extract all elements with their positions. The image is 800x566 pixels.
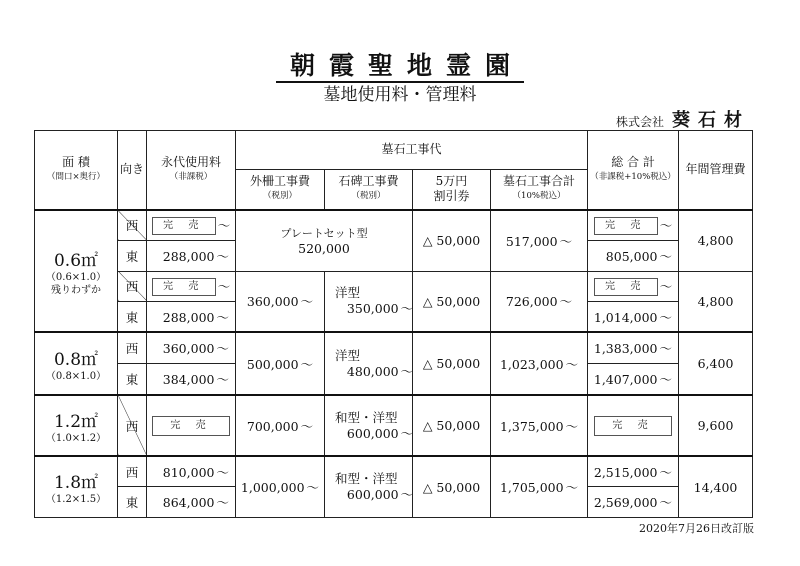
area-cell: 0.6㎡ （0.6×1.0） 残りわずか [35, 210, 118, 332]
annual-value: 6,400 [679, 332, 753, 395]
direction-west: 西 [118, 456, 147, 487]
stone-total-value: 1,023,000 〜 [491, 332, 588, 395]
perpetual-value: 288,000 〜 [147, 240, 236, 271]
coupon-value: △ 50,000 [413, 332, 491, 395]
perpetual-sold-out: 完 売 〜 [147, 271, 236, 302]
area-cell: 0.8㎡ （0.8×1.0） [35, 332, 118, 395]
direction-west: 西 [118, 395, 147, 456]
fence-value: 700,000 〜 [236, 395, 325, 456]
company-name: 株式会社 葵石材 [615, 110, 750, 131]
grand-total-value: 1,014,000 〜 [588, 302, 679, 333]
grand-sold-out: 完 売 [588, 395, 679, 456]
annual-value: 4,800 [679, 210, 753, 271]
annual-value: 14,400 [679, 456, 753, 517]
perpetual-sold-out: 完 売 〜 [147, 210, 236, 241]
direction-east: 東 [118, 302, 147, 333]
perpetual-value: 288,000 〜 [147, 302, 236, 333]
price-table [34, 130, 753, 518]
perpetual-sold-out: 完 売 [147, 395, 236, 456]
grand-sold-out: 完 売 〜 [588, 271, 679, 302]
col-stone-group: 墓石工事代 [236, 131, 588, 170]
area-cell: 1.8㎡ （1.2×1.5） [35, 456, 118, 517]
page-subtitle: 墓地使用料・管理料 [323, 85, 477, 105]
coupon-value: △ 50,000 [413, 271, 491, 332]
direction-west: 西 [118, 271, 147, 302]
annual-value: 4,800 [679, 271, 753, 332]
table-row [35, 456, 753, 487]
monument-value: 和型・洋型 600,000 〜 [325, 456, 413, 517]
direction-west: 西 [118, 332, 147, 364]
monument-value: 洋型 350,000 〜 [325, 271, 413, 332]
stone-total-value: 517,000 〜 [491, 210, 588, 271]
direction-west: 西 [118, 210, 147, 241]
monument-value: 洋型 480,000 〜 [325, 332, 413, 395]
stone-total-value: 1,375,000 〜 [491, 395, 588, 456]
col-coupon: 5万円 割引券 [413, 169, 491, 210]
col-monument: 石碑工事費 （税別） [325, 169, 413, 210]
perpetual-value: 810,000 〜 [147, 456, 236, 487]
stone-total-value: 1,705,000 〜 [491, 456, 588, 517]
perpetual-value: 360,000 〜 [147, 332, 236, 364]
coupon-value: △ 50,000 [413, 210, 491, 271]
page-title: 朝霞聖地霊園 [0, 46, 800, 82]
direction-east: 東 [118, 240, 147, 271]
table-row [35, 210, 753, 241]
grand-total-value: 2,569,000 〜 [588, 487, 679, 518]
fence-value: 500,000 〜 [236, 332, 325, 395]
table-row [35, 332, 753, 364]
col-area: 面 積 （間口×奥行） [35, 131, 118, 210]
grand-total-value: 805,000 〜 [588, 240, 679, 271]
coupon-value: △ 50,000 [413, 395, 491, 456]
revision-date: 2020年7月26日改訂版 [639, 522, 754, 535]
col-perpetual: 永代使用料 （非課税） [147, 131, 236, 210]
grand-sold-out: 完 売 〜 [588, 210, 679, 241]
plate-set-cell: プレートセット型 520,000 [236, 210, 413, 271]
grand-total-value: 1,407,000 〜 [588, 364, 679, 396]
fence-value: 360,000 〜 [236, 271, 325, 332]
stone-total-value: 726,000 〜 [491, 271, 588, 332]
col-grand-total: 総 合 計 （非課税+10%税込） [588, 131, 679, 210]
fence-value: 1,000,000 〜 [236, 456, 325, 517]
perpetual-value: 864,000 〜 [147, 487, 236, 518]
col-direction: 向き [118, 131, 147, 210]
perpetual-value: 384,000 〜 [147, 364, 236, 396]
coupon-value: △ 50,000 [413, 456, 491, 517]
grand-total-value: 1,383,000 〜 [588, 332, 679, 364]
direction-east: 東 [118, 364, 147, 396]
col-stone-total: 墓石工事合計 （10%税込） [491, 169, 588, 210]
grand-total-value: 2,515,000 〜 [588, 456, 679, 487]
direction-east: 東 [118, 487, 147, 518]
table-row [35, 395, 753, 456]
col-annual: 年間管理費 [679, 131, 753, 210]
monument-value: 和型・洋型 600,000 〜 [325, 395, 413, 456]
area-cell: 1.2㎡ （1.0×1.2） [35, 395, 118, 456]
col-fence: 外柵工事費 （税別） [236, 169, 325, 210]
table-row [35, 271, 753, 302]
annual-value: 9,600 [679, 395, 753, 456]
